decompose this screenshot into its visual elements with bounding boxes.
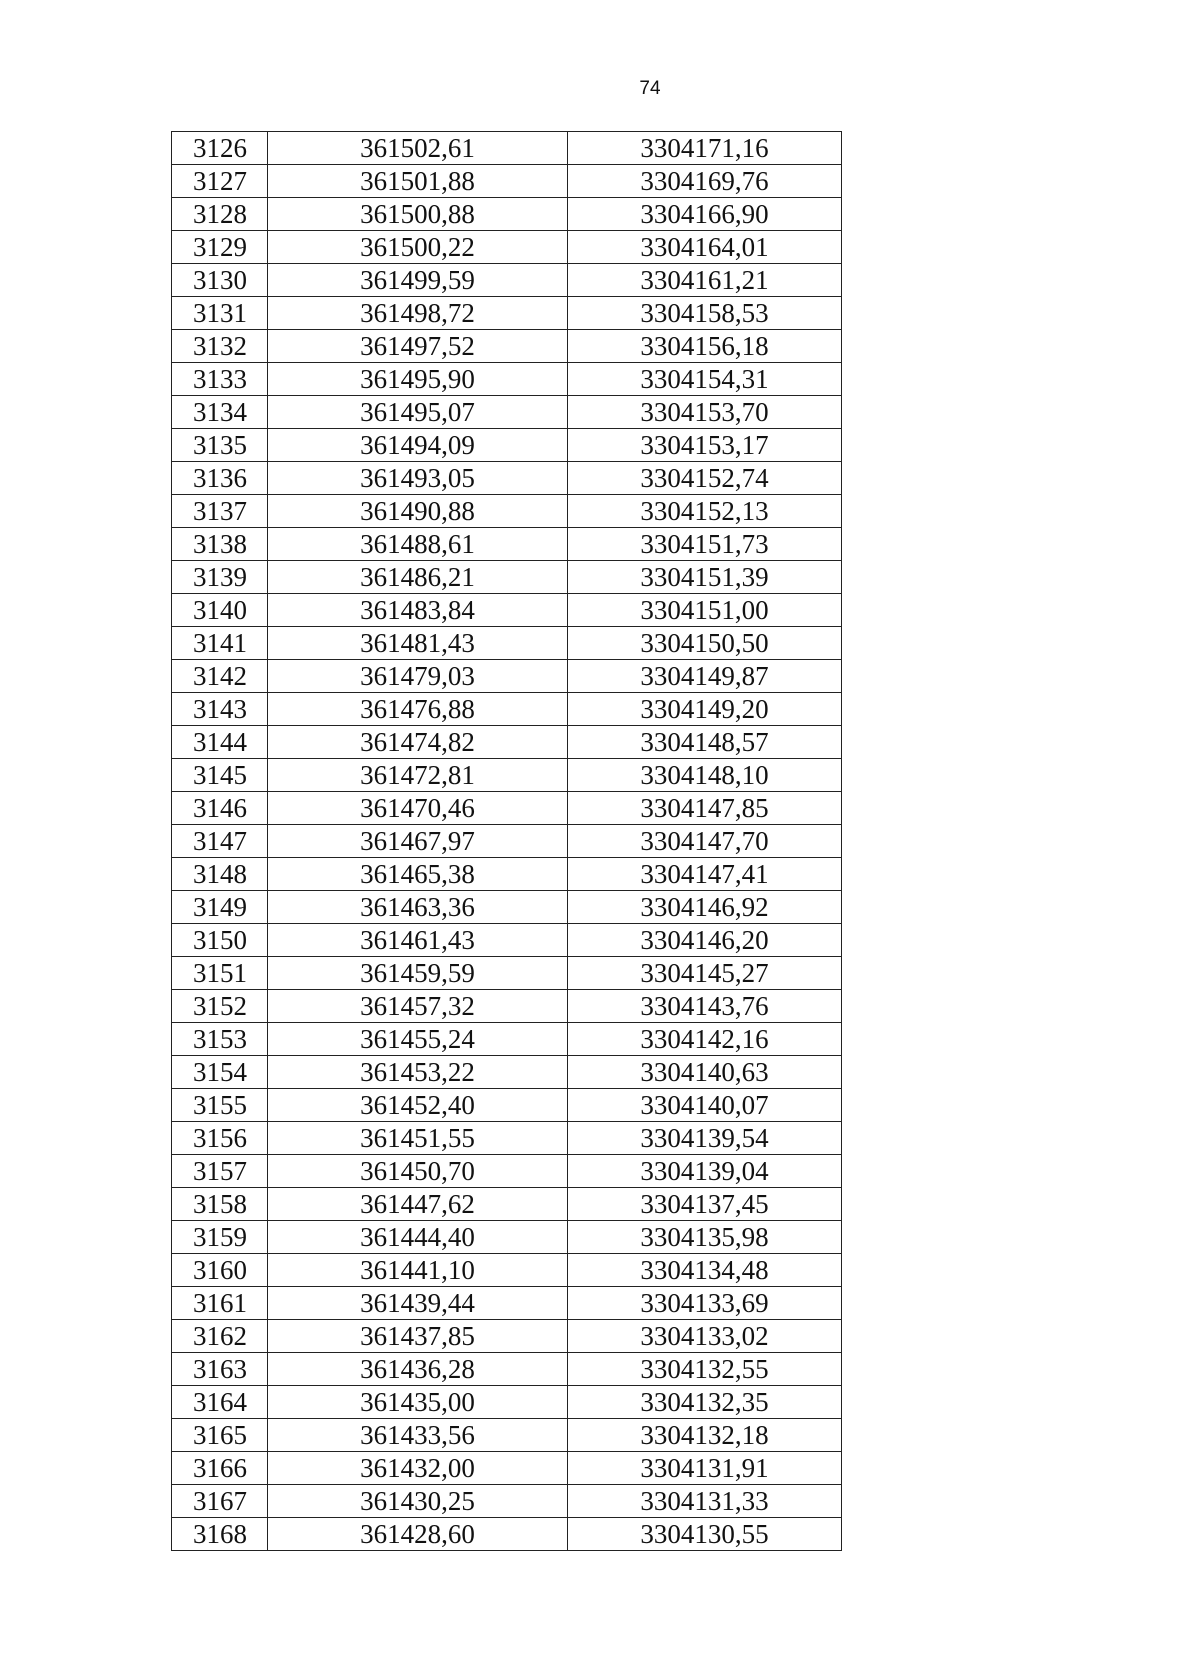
point-number-cell: 3148 xyxy=(172,858,268,891)
y-coordinate-cell: 3304140,07 xyxy=(568,1089,842,1122)
y-coordinate-cell: 3304134,48 xyxy=(568,1254,842,1287)
table-row xyxy=(172,1287,842,1320)
table-row xyxy=(172,1485,842,1518)
x-coordinate-cell: 361433,56 xyxy=(268,1419,568,1452)
point-number-cell: 3161 xyxy=(172,1287,268,1320)
point-number-cell: 3138 xyxy=(172,528,268,561)
y-coordinate-cell: 3304164,01 xyxy=(568,231,842,264)
y-coordinate-cell: 3304137,45 xyxy=(568,1188,842,1221)
point-number-cell: 3164 xyxy=(172,1386,268,1419)
y-coordinate-cell: 3304150,50 xyxy=(568,627,842,660)
y-coordinate-cell: 3304139,54 xyxy=(568,1122,842,1155)
y-coordinate-cell: 3304151,00 xyxy=(568,594,842,627)
table-row xyxy=(172,1122,842,1155)
table-row xyxy=(172,429,842,462)
x-coordinate-cell: 361476,88 xyxy=(268,693,568,726)
x-coordinate-cell: 361483,84 xyxy=(268,594,568,627)
table-row xyxy=(172,297,842,330)
point-number-cell: 3166 xyxy=(172,1452,268,1485)
x-coordinate-cell: 361493,05 xyxy=(268,462,568,495)
point-number-cell: 3132 xyxy=(172,330,268,363)
table-row xyxy=(172,594,842,627)
point-number-cell: 3159 xyxy=(172,1221,268,1254)
y-coordinate-cell: 3304147,70 xyxy=(568,825,842,858)
x-coordinate-cell: 361479,03 xyxy=(268,660,568,693)
x-coordinate-cell: 361463,36 xyxy=(268,891,568,924)
y-coordinate-cell: 3304149,87 xyxy=(568,660,842,693)
point-number-cell: 3165 xyxy=(172,1419,268,1452)
point-number-cell: 3140 xyxy=(172,594,268,627)
point-number-cell: 3128 xyxy=(172,198,268,231)
x-coordinate-cell: 361470,46 xyxy=(268,792,568,825)
y-coordinate-cell: 3304133,69 xyxy=(568,1287,842,1320)
table-row xyxy=(172,1056,842,1089)
point-number-cell: 3157 xyxy=(172,1155,268,1188)
y-coordinate-cell: 3304132,35 xyxy=(568,1386,842,1419)
table-row xyxy=(172,561,842,594)
x-coordinate-cell: 361453,22 xyxy=(268,1056,568,1089)
table-row xyxy=(172,1089,842,1122)
point-number-cell: 3150 xyxy=(172,924,268,957)
y-coordinate-cell: 3304153,17 xyxy=(568,429,842,462)
table-row xyxy=(172,1155,842,1188)
y-coordinate-cell: 3304154,31 xyxy=(568,363,842,396)
x-coordinate-cell: 361501,88 xyxy=(268,165,568,198)
x-coordinate-cell: 361465,38 xyxy=(268,858,568,891)
x-coordinate-cell: 361461,43 xyxy=(268,924,568,957)
point-number-cell: 3129 xyxy=(172,231,268,264)
point-number-cell: 3147 xyxy=(172,825,268,858)
x-coordinate-cell: 361499,59 xyxy=(268,264,568,297)
table-row xyxy=(172,1518,842,1551)
table-row xyxy=(172,792,842,825)
table-row xyxy=(172,363,842,396)
x-coordinate-cell: 361494,09 xyxy=(268,429,568,462)
table-row xyxy=(172,198,842,231)
x-coordinate-cell: 361481,43 xyxy=(268,627,568,660)
x-coordinate-cell: 361428,60 xyxy=(268,1518,568,1551)
point-number-cell: 3146 xyxy=(172,792,268,825)
point-number-cell: 3167 xyxy=(172,1485,268,1518)
y-coordinate-cell: 3304143,76 xyxy=(568,990,842,1023)
table-row xyxy=(172,1320,842,1353)
y-coordinate-cell: 3304171,16 xyxy=(568,132,842,165)
x-coordinate-cell: 361486,21 xyxy=(268,561,568,594)
table-row xyxy=(172,1452,842,1485)
table-row xyxy=(172,627,842,660)
coordinates-table xyxy=(171,131,842,1551)
point-number-cell: 3151 xyxy=(172,957,268,990)
y-coordinate-cell: 3304147,41 xyxy=(568,858,842,891)
point-number-cell: 3154 xyxy=(172,1056,268,1089)
y-coordinate-cell: 3304149,20 xyxy=(568,693,842,726)
x-coordinate-cell: 361495,90 xyxy=(268,363,568,396)
y-coordinate-cell: 3304146,92 xyxy=(568,891,842,924)
point-number-cell: 3131 xyxy=(172,297,268,330)
point-number-cell: 3143 xyxy=(172,693,268,726)
table-row xyxy=(172,165,842,198)
y-coordinate-cell: 3304132,18 xyxy=(568,1419,842,1452)
x-coordinate-cell: 361467,97 xyxy=(268,825,568,858)
point-number-cell: 3145 xyxy=(172,759,268,792)
table-row xyxy=(172,1419,842,1452)
y-coordinate-cell: 3304140,63 xyxy=(568,1056,842,1089)
y-coordinate-cell: 3304148,57 xyxy=(568,726,842,759)
x-coordinate-cell: 361444,40 xyxy=(268,1221,568,1254)
table-row xyxy=(172,693,842,726)
point-number-cell: 3158 xyxy=(172,1188,268,1221)
page-number: 74 xyxy=(639,78,661,99)
x-coordinate-cell: 361455,24 xyxy=(268,1023,568,1056)
point-number-cell: 3136 xyxy=(172,462,268,495)
x-coordinate-cell: 361439,44 xyxy=(268,1287,568,1320)
y-coordinate-cell: 3304131,33 xyxy=(568,1485,842,1518)
table-row xyxy=(172,924,842,957)
point-number-cell: 3162 xyxy=(172,1320,268,1353)
point-number-cell: 3127 xyxy=(172,165,268,198)
table-row xyxy=(172,264,842,297)
y-coordinate-cell: 3304153,70 xyxy=(568,396,842,429)
coordinates-table-body xyxy=(172,132,842,1551)
x-coordinate-cell: 361430,25 xyxy=(268,1485,568,1518)
table-row xyxy=(172,396,842,429)
point-number-cell: 3141 xyxy=(172,627,268,660)
x-coordinate-cell: 361447,62 xyxy=(268,1188,568,1221)
table-row xyxy=(172,1188,842,1221)
y-coordinate-cell: 3304169,76 xyxy=(568,165,842,198)
x-coordinate-cell: 361488,61 xyxy=(268,528,568,561)
point-number-cell: 3163 xyxy=(172,1353,268,1386)
x-coordinate-cell: 361500,22 xyxy=(268,231,568,264)
table-row xyxy=(172,1023,842,1056)
point-number-cell: 3135 xyxy=(172,429,268,462)
table-row xyxy=(172,1386,842,1419)
x-coordinate-cell: 361495,07 xyxy=(268,396,568,429)
table-row xyxy=(172,990,842,1023)
x-coordinate-cell: 361472,81 xyxy=(268,759,568,792)
table-row xyxy=(172,330,842,363)
x-coordinate-cell: 361498,72 xyxy=(268,297,568,330)
table-row xyxy=(172,1254,842,1287)
point-number-cell: 3142 xyxy=(172,660,268,693)
table-row xyxy=(172,957,842,990)
table-row xyxy=(172,132,842,165)
x-coordinate-cell: 361450,70 xyxy=(268,1155,568,1188)
point-number-cell: 3153 xyxy=(172,1023,268,1056)
y-coordinate-cell: 3304161,21 xyxy=(568,264,842,297)
table-row xyxy=(172,858,842,891)
y-coordinate-cell: 3304142,16 xyxy=(568,1023,842,1056)
point-number-cell: 3156 xyxy=(172,1122,268,1155)
y-coordinate-cell: 3304158,53 xyxy=(568,297,842,330)
x-coordinate-cell: 361474,82 xyxy=(268,726,568,759)
table-row xyxy=(172,1221,842,1254)
point-number-cell: 3155 xyxy=(172,1089,268,1122)
point-number-cell: 3144 xyxy=(172,726,268,759)
y-coordinate-cell: 3304147,85 xyxy=(568,792,842,825)
point-number-cell: 3126 xyxy=(172,132,268,165)
x-coordinate-cell: 361451,55 xyxy=(268,1122,568,1155)
y-coordinate-cell: 3304156,18 xyxy=(568,330,842,363)
x-coordinate-cell: 361435,00 xyxy=(268,1386,568,1419)
y-coordinate-cell: 3304133,02 xyxy=(568,1320,842,1353)
point-number-cell: 3130 xyxy=(172,264,268,297)
y-coordinate-cell: 3304151,39 xyxy=(568,561,842,594)
table-row xyxy=(172,462,842,495)
x-coordinate-cell: 361500,88 xyxy=(268,198,568,231)
table-row xyxy=(172,825,842,858)
table-row xyxy=(172,495,842,528)
y-coordinate-cell: 3304135,98 xyxy=(568,1221,842,1254)
y-coordinate-cell: 3304132,55 xyxy=(568,1353,842,1386)
x-coordinate-cell: 361502,61 xyxy=(268,132,568,165)
point-number-cell: 3134 xyxy=(172,396,268,429)
x-coordinate-cell: 361436,28 xyxy=(268,1353,568,1386)
x-coordinate-cell: 361459,59 xyxy=(268,957,568,990)
y-coordinate-cell: 3304152,74 xyxy=(568,462,842,495)
y-coordinate-cell: 3304166,90 xyxy=(568,198,842,231)
x-coordinate-cell: 361437,85 xyxy=(268,1320,568,1353)
point-number-cell: 3137 xyxy=(172,495,268,528)
table-row xyxy=(172,528,842,561)
y-coordinate-cell: 3304145,27 xyxy=(568,957,842,990)
table-row xyxy=(172,726,842,759)
x-coordinate-cell: 361432,00 xyxy=(268,1452,568,1485)
table-row xyxy=(172,660,842,693)
y-coordinate-cell: 3304151,73 xyxy=(568,528,842,561)
x-coordinate-cell: 361441,10 xyxy=(268,1254,568,1287)
y-coordinate-cell: 3304139,04 xyxy=(568,1155,842,1188)
y-coordinate-cell: 3304152,13 xyxy=(568,495,842,528)
point-number-cell: 3139 xyxy=(172,561,268,594)
y-coordinate-cell: 3304146,20 xyxy=(568,924,842,957)
x-coordinate-cell: 361452,40 xyxy=(268,1089,568,1122)
point-number-cell: 3133 xyxy=(172,363,268,396)
y-coordinate-cell: 3304131,91 xyxy=(568,1452,842,1485)
point-number-cell: 3160 xyxy=(172,1254,268,1287)
x-coordinate-cell: 361457,32 xyxy=(268,990,568,1023)
x-coordinate-cell: 361497,52 xyxy=(268,330,568,363)
table-row xyxy=(172,759,842,792)
y-coordinate-cell: 3304130,55 xyxy=(568,1518,842,1551)
point-number-cell: 3149 xyxy=(172,891,268,924)
table-row xyxy=(172,1353,842,1386)
point-number-cell: 3152 xyxy=(172,990,268,1023)
point-number-cell: 3168 xyxy=(172,1518,268,1551)
table-row xyxy=(172,231,842,264)
y-coordinate-cell: 3304148,10 xyxy=(568,759,842,792)
table-row xyxy=(172,891,842,924)
x-coordinate-cell: 361490,88 xyxy=(268,495,568,528)
